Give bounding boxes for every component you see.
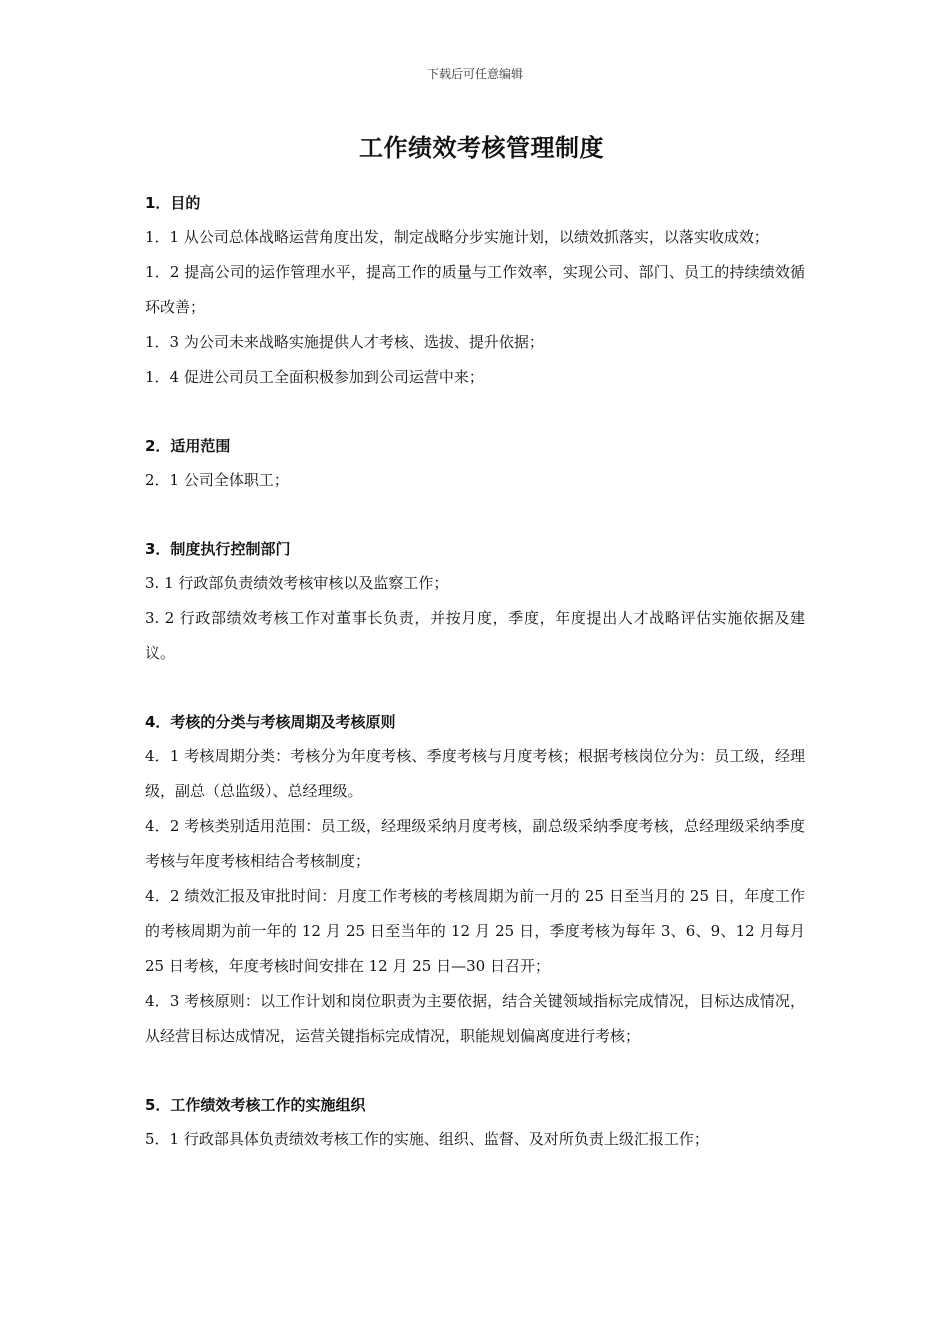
section-scope: [145, 429, 805, 498]
document-title: 工作绩效考核管理制度: [359, 134, 604, 162]
paragraph: 1．1 从公司总体战略运营角度出发，制定战略分步实施计划，以绩效抓落实，以落实收成效；: [145, 228, 769, 246]
paragraph: 2．1 公司全体职工；: [145, 471, 289, 489]
paragraph: 1．4 促进公司员工全面积极参加到公司运营中来；: [145, 368, 484, 386]
paragraph: 3. 1 行政部负责绩效考核审核以及监察工作；: [145, 574, 449, 592]
paragraph: 4．3 考核原则：以工作计划和岗位职责为主要依据，结合关键领域指标完成情况，目标达成情况，从经营目标达成情况，运营关键指标完成情况，职能规划偏离度进行考核；: [145, 992, 805, 1045]
section-heading: 2．适用范围: [145, 437, 231, 455]
paragraph: 4．1 考核周期分类：考核分为年度考核、季度考核与月度考核；根据考核岗位分为：员工级，经理级，副总（总监级）、总经理级。: [145, 747, 805, 800]
header-note: 下载后可任意编辑: [426, 67, 523, 81]
paragraph: 1．2 提高公司的运作管理水平，提高工作的质量与工作效率，实现公司、部门、员工的持续绩效循环改善；: [145, 263, 805, 316]
section-classification: [145, 705, 805, 1054]
section-heading: 3．制度执行控制部门: [145, 540, 291, 558]
section-heading: 4．考核的分类与考核周期及考核原则: [145, 713, 396, 731]
section-heading: 1．目的: [145, 194, 201, 212]
paragraph: 3. 2 行政部绩效考核工作对董事长负责，并按月度，季度，年度提出人才战略评估实施依据及建议。: [145, 609, 805, 662]
paragraph: 1．3 为公司未来战略实施提供人才考核、选拔、提升依据；: [145, 333, 544, 351]
section-implementation: [145, 1088, 805, 1157]
section-control-department: [145, 532, 805, 671]
paragraph: 5．1 行政部具体负责绩效考核工作的实施、组织、监督、及对所负责上级汇报工作；: [145, 1130, 709, 1148]
section-purpose: [145, 186, 805, 395]
document-body: [145, 186, 805, 1157]
section-heading: 5．工作绩效考核工作的实施组织: [145, 1096, 366, 1114]
paragraph: 4．2 考核类别适用范围：员工级，经理级采纳月度考核，副总级采纳季度考核，总经理级采纳季度考核与年度考核相结合考核制度；: [145, 817, 805, 870]
paragraph: 4．2 绩效汇报及审批时间：月度工作考核的考核周期为前一月的 25 日至当月的 25 日，年度工作的考核周期为前一年的 12 月 25 日至当年的 12 月 25 日，季度考核为每年 3、6、9、12 月每月 25 日考核，年度考核时间安排在 12 月 25 日—30 日召开；: [145, 887, 805, 975]
